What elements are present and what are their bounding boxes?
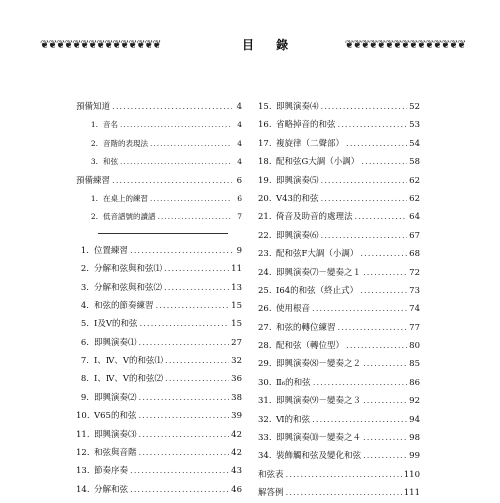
entry-title: 省略掉音的和弦 [276, 120, 336, 131]
dot-leader [346, 135, 407, 153]
toc-entry[interactable] [258, 227, 420, 245]
entry-page: 32 [231, 356, 242, 367]
toc-entry[interactable] [76, 242, 242, 260]
entry-title: Ⅵ的和弦 [276, 414, 311, 425]
entry-page: 4 [236, 102, 242, 112]
dot-leader [150, 135, 232, 153]
dot-leader [139, 334, 230, 352]
entry-number: 33. [258, 433, 272, 444]
dot-leader [360, 282, 407, 300]
entry-title: 和弦的轉位練習 [276, 322, 336, 333]
dot-leader [321, 172, 408, 190]
entry-page: 13 [231, 282, 242, 293]
entry-title: 倚音及助音的處理法 [276, 212, 353, 223]
dot-leader [156, 297, 230, 315]
toc-entry[interactable] [258, 208, 420, 226]
dot-leader [313, 374, 407, 392]
entry-page: 42 [231, 448, 242, 459]
entry-page: 62 [409, 193, 420, 204]
entry-number: 4. [80, 300, 89, 311]
entry-page: 80 [409, 341, 420, 352]
toc-entry[interactable] [258, 319, 420, 337]
entry-number: 9. [80, 392, 89, 403]
entry-title: 即興演奏⑻－變奏之２ [276, 359, 362, 370]
toc-entry[interactable] [76, 279, 242, 297]
toc-title: 目 錄 [242, 38, 298, 52]
entry-page: 67 [409, 230, 420, 241]
entry-title: 即興演奏⑷ [276, 102, 319, 112]
entry-number: 14. [76, 484, 90, 495]
entry-page: 42 [231, 429, 242, 440]
entry-page: 7 [237, 212, 242, 222]
entry-page: 27 [231, 337, 242, 348]
entry-page: 15 [231, 319, 242, 330]
entry-title: 和弦的節奏練習 [94, 300, 154, 311]
entry-title: 即興演奏⑶ [94, 429, 137, 440]
dot-leader [164, 279, 229, 297]
entry-number: 3. [80, 282, 89, 293]
entry-number: 21. [258, 212, 272, 223]
entry-page: 98 [409, 433, 420, 444]
toc-entry[interactable] [76, 481, 242, 499]
entry-title: 和弦 [103, 157, 118, 167]
entry-page: 36 [231, 374, 242, 385]
entry-title: 分解和弦與和弦⑴ [94, 264, 163, 275]
entry-number: 2. [80, 264, 89, 275]
entry-title: 分解和弦與和弦⑵ [94, 282, 163, 293]
entry-number: 31. [258, 396, 272, 407]
dot-leader [360, 245, 407, 263]
toc-entry[interactable] [76, 260, 242, 278]
entry-number: 5. [80, 319, 89, 330]
entry-number: 13. [76, 466, 90, 477]
toc-entry[interactable] [258, 374, 420, 392]
entry-title: 預備知道 [76, 102, 111, 112]
entry-page: 94 [409, 414, 420, 425]
entry-page: 99 [409, 451, 420, 462]
toc-left-column [76, 98, 242, 499]
dot-leader [139, 426, 230, 444]
entry-number: 1. [90, 193, 98, 203]
entry-page: 6 [236, 175, 242, 186]
entry-title: 配和弦G大調（小調） [276, 157, 360, 168]
toc-entry[interactable] [258, 337, 420, 355]
toc-entry[interactable] [76, 426, 242, 444]
toc-header [40, 36, 465, 54]
entry-title: 音階的表現法 [103, 138, 148, 148]
dot-leader [363, 447, 407, 465]
toc-entry[interactable] [258, 153, 420, 171]
toc-entry[interactable] [258, 466, 420, 484]
dot-leader [320, 190, 407, 208]
toc-entry[interactable] [76, 315, 242, 333]
dot-leader [120, 153, 232, 171]
toc-entry[interactable] [76, 208, 242, 226]
entry-number: 27. [258, 322, 272, 333]
entry-number: 18. [258, 157, 272, 168]
entry-page: 39 [231, 411, 242, 422]
toc-entry[interactable] [76, 116, 242, 134]
entry-page: 92 [409, 396, 420, 407]
entry-number: 12. [76, 448, 90, 459]
dot-leader [355, 208, 408, 226]
toc-entry[interactable] [76, 444, 242, 462]
entry-title: 在桌上的練習 [103, 193, 148, 203]
entry-page: 73 [409, 285, 420, 296]
toc-entry[interactable] [258, 447, 420, 465]
toc-entry[interactable] [258, 135, 420, 153]
entry-page: 72 [409, 267, 420, 278]
entry-title: 和弦與音階 [94, 448, 137, 459]
toc-entry[interactable] [258, 282, 420, 300]
toc-entry[interactable] [76, 462, 242, 480]
entry-number: 6. [80, 337, 89, 348]
entry-page: 53 [409, 120, 420, 131]
entry-page: 64 [409, 212, 420, 223]
entry-number: 28. [258, 341, 272, 352]
entry-page: 85 [409, 359, 420, 370]
entry-page: 54 [409, 138, 420, 149]
dot-leader [321, 227, 408, 245]
entry-title: 解答例 [258, 488, 284, 499]
dot-leader [312, 300, 407, 318]
toc-entry[interactable] [76, 297, 242, 315]
entry-page: 68 [409, 249, 420, 260]
entry-number: 1. [80, 245, 89, 256]
dot-leader [286, 466, 402, 484]
entry-page: 4 [237, 120, 242, 130]
dot-leader [321, 98, 408, 116]
dot-leader [165, 352, 229, 370]
entry-title: 使用根音 [276, 304, 311, 315]
entry-title: 即興演奏⑵ [94, 392, 137, 403]
entry-number: 19. [258, 175, 272, 186]
toc-entry[interactable] [76, 153, 242, 171]
toc-entry[interactable] [76, 334, 242, 352]
entry-title: Ⅰ、Ⅳ、Ⅴ的和弦⑴ [94, 356, 163, 367]
entry-title: 即興演奏⑽－變奏之４ [276, 433, 362, 444]
toc-right-column [258, 98, 420, 503]
dot-leader [164, 260, 229, 278]
entry-number: 16. [258, 120, 272, 131]
entry-number: 17. [258, 138, 272, 149]
entry-page: 46 [231, 484, 242, 495]
ornament-right: ❦❦❦❦❦❦❦❦❦❦❦❦❦❦❦ [344, 38, 465, 51]
entry-title: 音名 [103, 120, 118, 130]
toc-entry[interactable] [76, 98, 242, 116]
dot-leader [112, 98, 232, 116]
entry-page: 43 [231, 466, 242, 477]
entry-page: 77 [409, 322, 420, 333]
entry-number: 26. [258, 304, 272, 315]
toc-entry[interactable] [258, 429, 420, 447]
entry-title: Ⅰ64的和弦（終止式） [276, 285, 359, 296]
toc-entry[interactable] [76, 389, 242, 407]
entry-title: 即興演奏⑹ [276, 230, 319, 241]
entry-number: 24. [258, 267, 272, 278]
dot-leader [165, 370, 229, 388]
entry-title: 節奏序奏 [94, 466, 129, 477]
dot-leader [338, 116, 408, 134]
toc-entry[interactable] [258, 98, 420, 116]
entry-number: 23. [258, 249, 272, 260]
lessons-section-left [76, 242, 242, 499]
dot-leader [363, 392, 407, 410]
entry-title: 即興演奏⑸ [276, 175, 319, 186]
entry-number: 2. [90, 138, 98, 148]
entry-page: 62 [409, 175, 420, 186]
entry-page: 38 [231, 392, 242, 403]
toc-entry[interactable] [76, 172, 242, 190]
entry-number: 8. [80, 374, 89, 385]
dot-leader [363, 355, 407, 373]
dot-leader [346, 337, 407, 355]
entry-title: 位置練習 [94, 245, 129, 256]
entry-page: 4 [237, 138, 242, 148]
ornament-left: ❦❦❦❦❦❦❦❦❦❦❦❦❦❦❦ [40, 38, 161, 51]
dot-leader [363, 429, 407, 447]
toc-entry[interactable] [258, 300, 420, 318]
entry-title: 即興演奏⑼－變奏之３ [276, 396, 362, 407]
toc-entry[interactable] [76, 352, 242, 370]
dot-leader [139, 444, 230, 462]
entry-number: 22. [258, 230, 272, 241]
entry-title: 即興演奏⑴ [94, 337, 137, 348]
entry-page: 52 [409, 102, 420, 112]
entry-page: 58 [409, 157, 420, 168]
entry-page: 4 [237, 157, 242, 167]
dot-leader [120, 116, 232, 134]
entry-title: 和弦表 [258, 469, 284, 480]
dot-leader [338, 319, 408, 337]
toc-entry[interactable] [76, 407, 242, 425]
entry-number: 2. [90, 212, 98, 222]
entry-number: 34. [258, 451, 272, 462]
entry-page: 15 [231, 300, 242, 311]
entry-page: 11 [231, 264, 242, 275]
toc-entry[interactable] [258, 355, 420, 373]
dot-leader [363, 264, 407, 282]
entry-number: 29. [258, 359, 272, 370]
entry-title: 預備練習 [76, 175, 111, 186]
dot-leader [112, 172, 232, 190]
entry-title: 複旋律（二聲部） [276, 138, 345, 149]
toc-entry[interactable] [258, 264, 420, 282]
entry-page: 86 [409, 377, 420, 388]
entry-page: 9 [236, 245, 242, 256]
toc-entry[interactable] [258, 392, 420, 410]
entry-page: 111 [403, 488, 420, 499]
lessons-section-right [258, 98, 420, 503]
dot-leader [140, 315, 230, 333]
entry-title: V65的和弦 [94, 411, 137, 422]
entry-number: 30. [258, 377, 272, 388]
dot-leader [138, 407, 229, 425]
dot-leader [130, 481, 229, 499]
dot-leader [130, 242, 232, 260]
dot-leader [158, 208, 233, 226]
toc-entry[interactable] [258, 245, 420, 263]
entry-number: 32. [258, 414, 272, 425]
entry-title: 即興演奏⑺－變奏之１ [276, 267, 362, 278]
entry-page: 74 [409, 304, 420, 315]
dot-leader [130, 462, 229, 480]
entry-title: 低音譜號的讀譜 [103, 212, 156, 222]
prep-section [76, 98, 242, 227]
entry-title: 分解和弦 [94, 484, 129, 495]
toc-entry[interactable] [76, 190, 242, 208]
dot-leader [312, 411, 407, 429]
entry-number: 20. [258, 193, 272, 204]
entry-title: V43的和弦 [276, 193, 319, 204]
entry-page: 6 [237, 193, 242, 203]
entry-page: 110 [403, 469, 420, 480]
toc-entry[interactable] [258, 190, 420, 208]
entry-title: Ⅱ₆的和弦 [276, 377, 311, 388]
dot-leader [361, 153, 407, 171]
entry-title: Ⅰ、Ⅳ、Ⅴ的和弦⑵ [94, 374, 163, 385]
toc-entry[interactable] [76, 135, 242, 153]
entry-number: 11. [76, 429, 90, 440]
entry-number: 10. [76, 411, 90, 422]
entry-number: 7. [80, 356, 89, 367]
toc-entry[interactable] [76, 370, 242, 388]
dot-leader [150, 190, 232, 208]
entry-title: Ⅰ及Ⅴ的和弦 [94, 319, 138, 330]
entry-number: 15. [258, 102, 272, 112]
entry-number: 1. [90, 120, 98, 130]
section-divider [98, 233, 228, 234]
entry-number: 3. [90, 157, 98, 167]
entry-title: 配和弦F大調（小調） [276, 249, 359, 260]
entry-number: 25. [258, 285, 272, 296]
toc-entry[interactable] [258, 172, 420, 190]
dot-leader [139, 389, 230, 407]
toc-entry[interactable] [258, 116, 420, 134]
toc-entry[interactable] [258, 411, 420, 429]
entry-title: 配和弦（轉位型） [276, 341, 345, 352]
entry-title: 裝飾觸和弦及變化和弦 [276, 451, 362, 462]
